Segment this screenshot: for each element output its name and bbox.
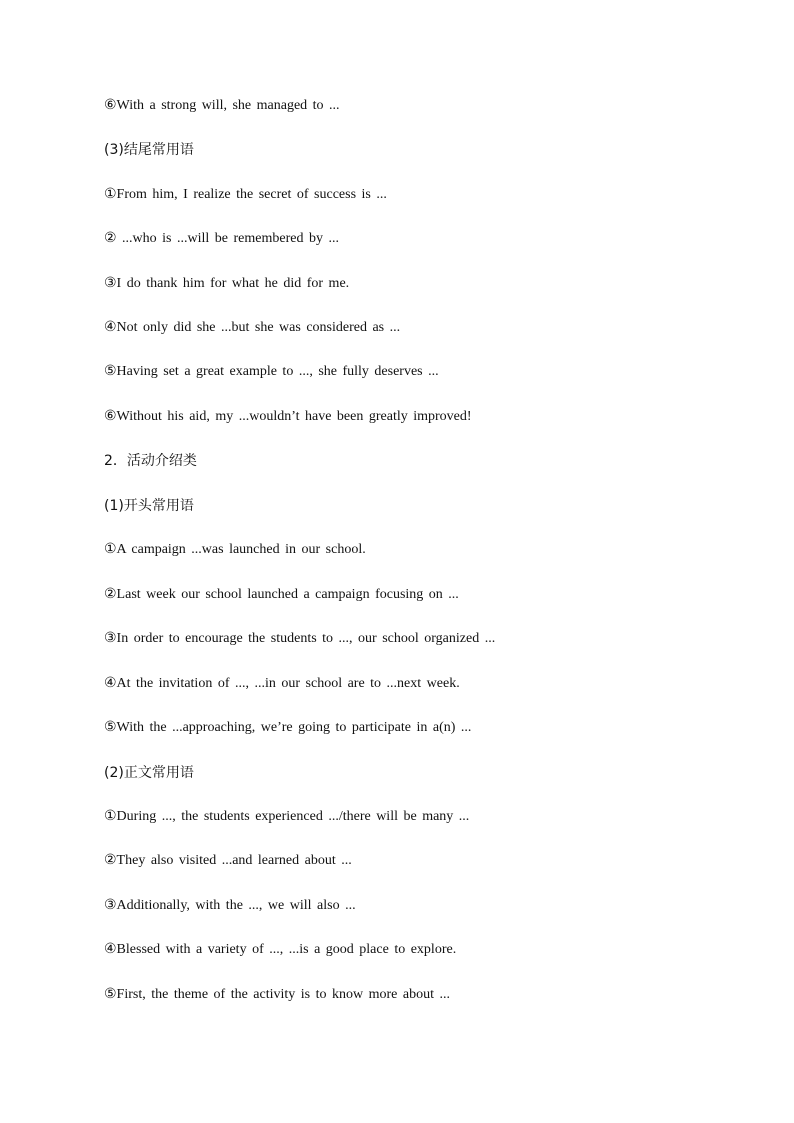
text-line-last-week: ②Last week our school launched a campaign focusing on ... [104, 587, 459, 602]
text-line-in-order-to: ③In order to encourage the students to ..., our school organized ... [104, 631, 496, 646]
text-line-they-also-visited: ②They also visited ...and learned about ... [104, 853, 352, 868]
text-line-approaching: ⑤With the ...approaching, we’re going to participate in a(n) ... [104, 720, 472, 735]
section-heading-opening-phrases: (1)开头常用语 [104, 498, 194, 514]
text-line-additionally: ③Additionally, with the ..., we will also ... [104, 898, 356, 913]
text-line-invitation: ④At the invitation of ..., ...in our school are to ...next week. [104, 676, 460, 691]
text-line-blessed-with: ④Blessed with a variety of ..., ...is a good place to explore. [104, 942, 457, 957]
text-line-not-only: ④Not only did she ...but she was considered as ... [104, 320, 401, 335]
text-line-without-his-aid: ⑥Without his aid, my ...wouldn’t have been greatly improved! [104, 409, 472, 424]
text-line-theme-of-activity: ⑤First, the theme of the activity is to know more about ... [104, 987, 450, 1002]
section-heading-body-phrases: (2)正文常用语 [104, 765, 194, 781]
text-line-during: ①During ..., the students experienced .../there will be many ... [104, 809, 470, 824]
text-line-phrase-strong-will: ⑥With a strong will, she managed to ... [104, 98, 340, 113]
text-line-campaign-launched: ①A campaign ...was launched in our school. [104, 542, 366, 557]
text-line-from-him: ①From him, I realize the secret of success is ... [104, 187, 387, 202]
text-line-thank-him: ③I do thank him for what he did for me. [104, 276, 350, 291]
text-line-having-set: ⑤Having set a great example to ..., she fully deserves ... [104, 364, 439, 379]
section-heading-ending-phrases: (3)结尾常用语 [104, 142, 194, 158]
text-line-who-is: ② ...who is ...will be remembered by ... [104, 231, 339, 246]
section-heading-activity-intro: 2．活动介绍类 [104, 453, 197, 469]
